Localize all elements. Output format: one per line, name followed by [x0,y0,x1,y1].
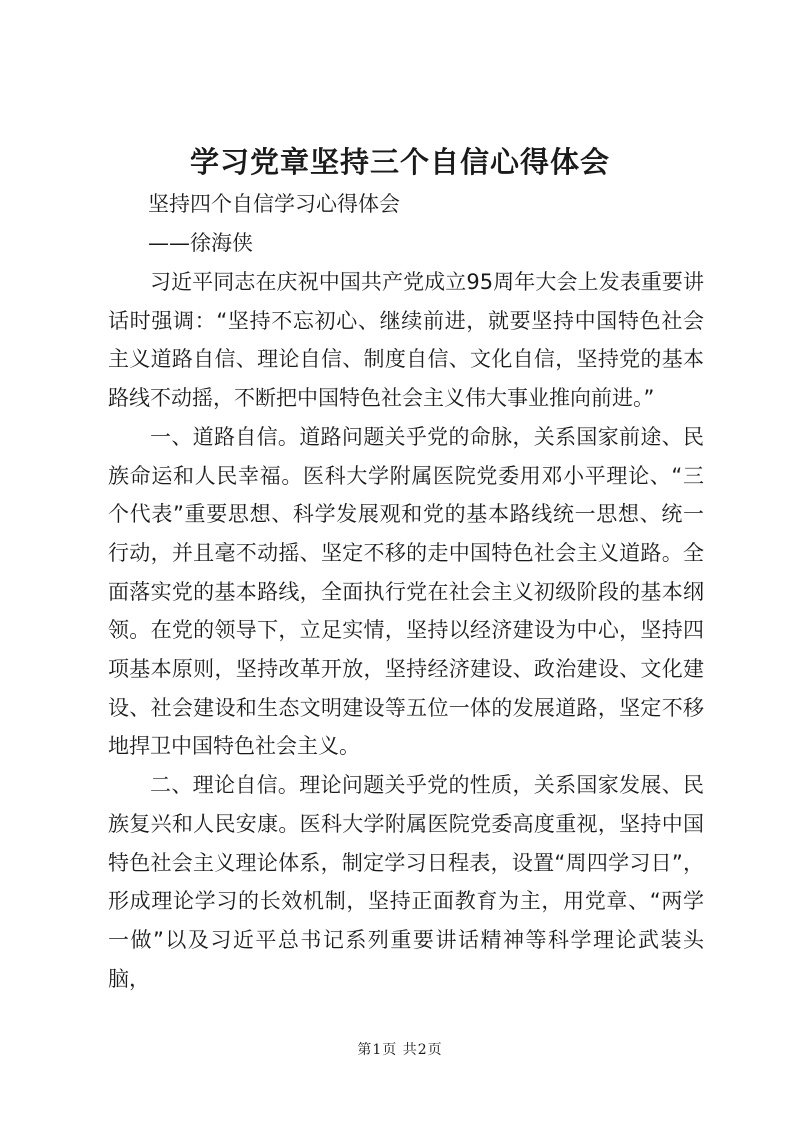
paragraph-road-confidence: 一、道路自信。道路问题关乎党的命脉，关系国家前途、民族命运和人民幸福。医科大学附属医院党委用邓小平理论、“三个代表”重要思想、科学发展观和党的基本路线统一思想、统一行动，并且毫不动摇、坚定不移的走中国特色社会主义道路。全面落实党的基本路线，全面执行党在社会主义初级阶段的基本纲领。在党的领导下，立足实情，坚持以经济建设为中心，坚持四项基本原则，坚持改革开放，坚持经济建设、政治建设、文化建设、社会建设和生态文明建设等五位一体的发展道路，坚定不移地捍卫中国特色社会主义。 [108,424,704,759]
page-footer: 第1页 共2页 [357,1042,443,1058]
paragraph-intro: 习近平同志在庆祝中国共产党成立95周年大会上发表重要讲话时强调：“坚持不忘初心、继续前进，就要坚持中国特色社会主义道路自信、理论自信、制度自信、文化自信，坚持党的基本路线不动摇，不断把中国特色社会主义伟大事业推向前进。” [108,270,704,411]
document-subtitle: 坚持四个自信学习心得体会 [148,192,400,216]
document-body [108,263,704,998]
document-author: ——徐海侠 [148,231,253,255]
document-title: 学习党章坚持三个自信心得体会 [189,145,610,179]
paragraph-theory-confidence: 二、理论自信。理论问题关乎党的性质，关系国家发展、民族复兴和人民安康。医科大学附属医院党委高度重视，坚持中国特色社会主义理论体系，制定学习日程表，设置“周四学习日”，形成理论学习的长效机制，坚持正面教育为主，用党章、“两学一做”以及习近平总书记系列重要讲话精神等科学理论武装头脑， [108,773,704,991]
